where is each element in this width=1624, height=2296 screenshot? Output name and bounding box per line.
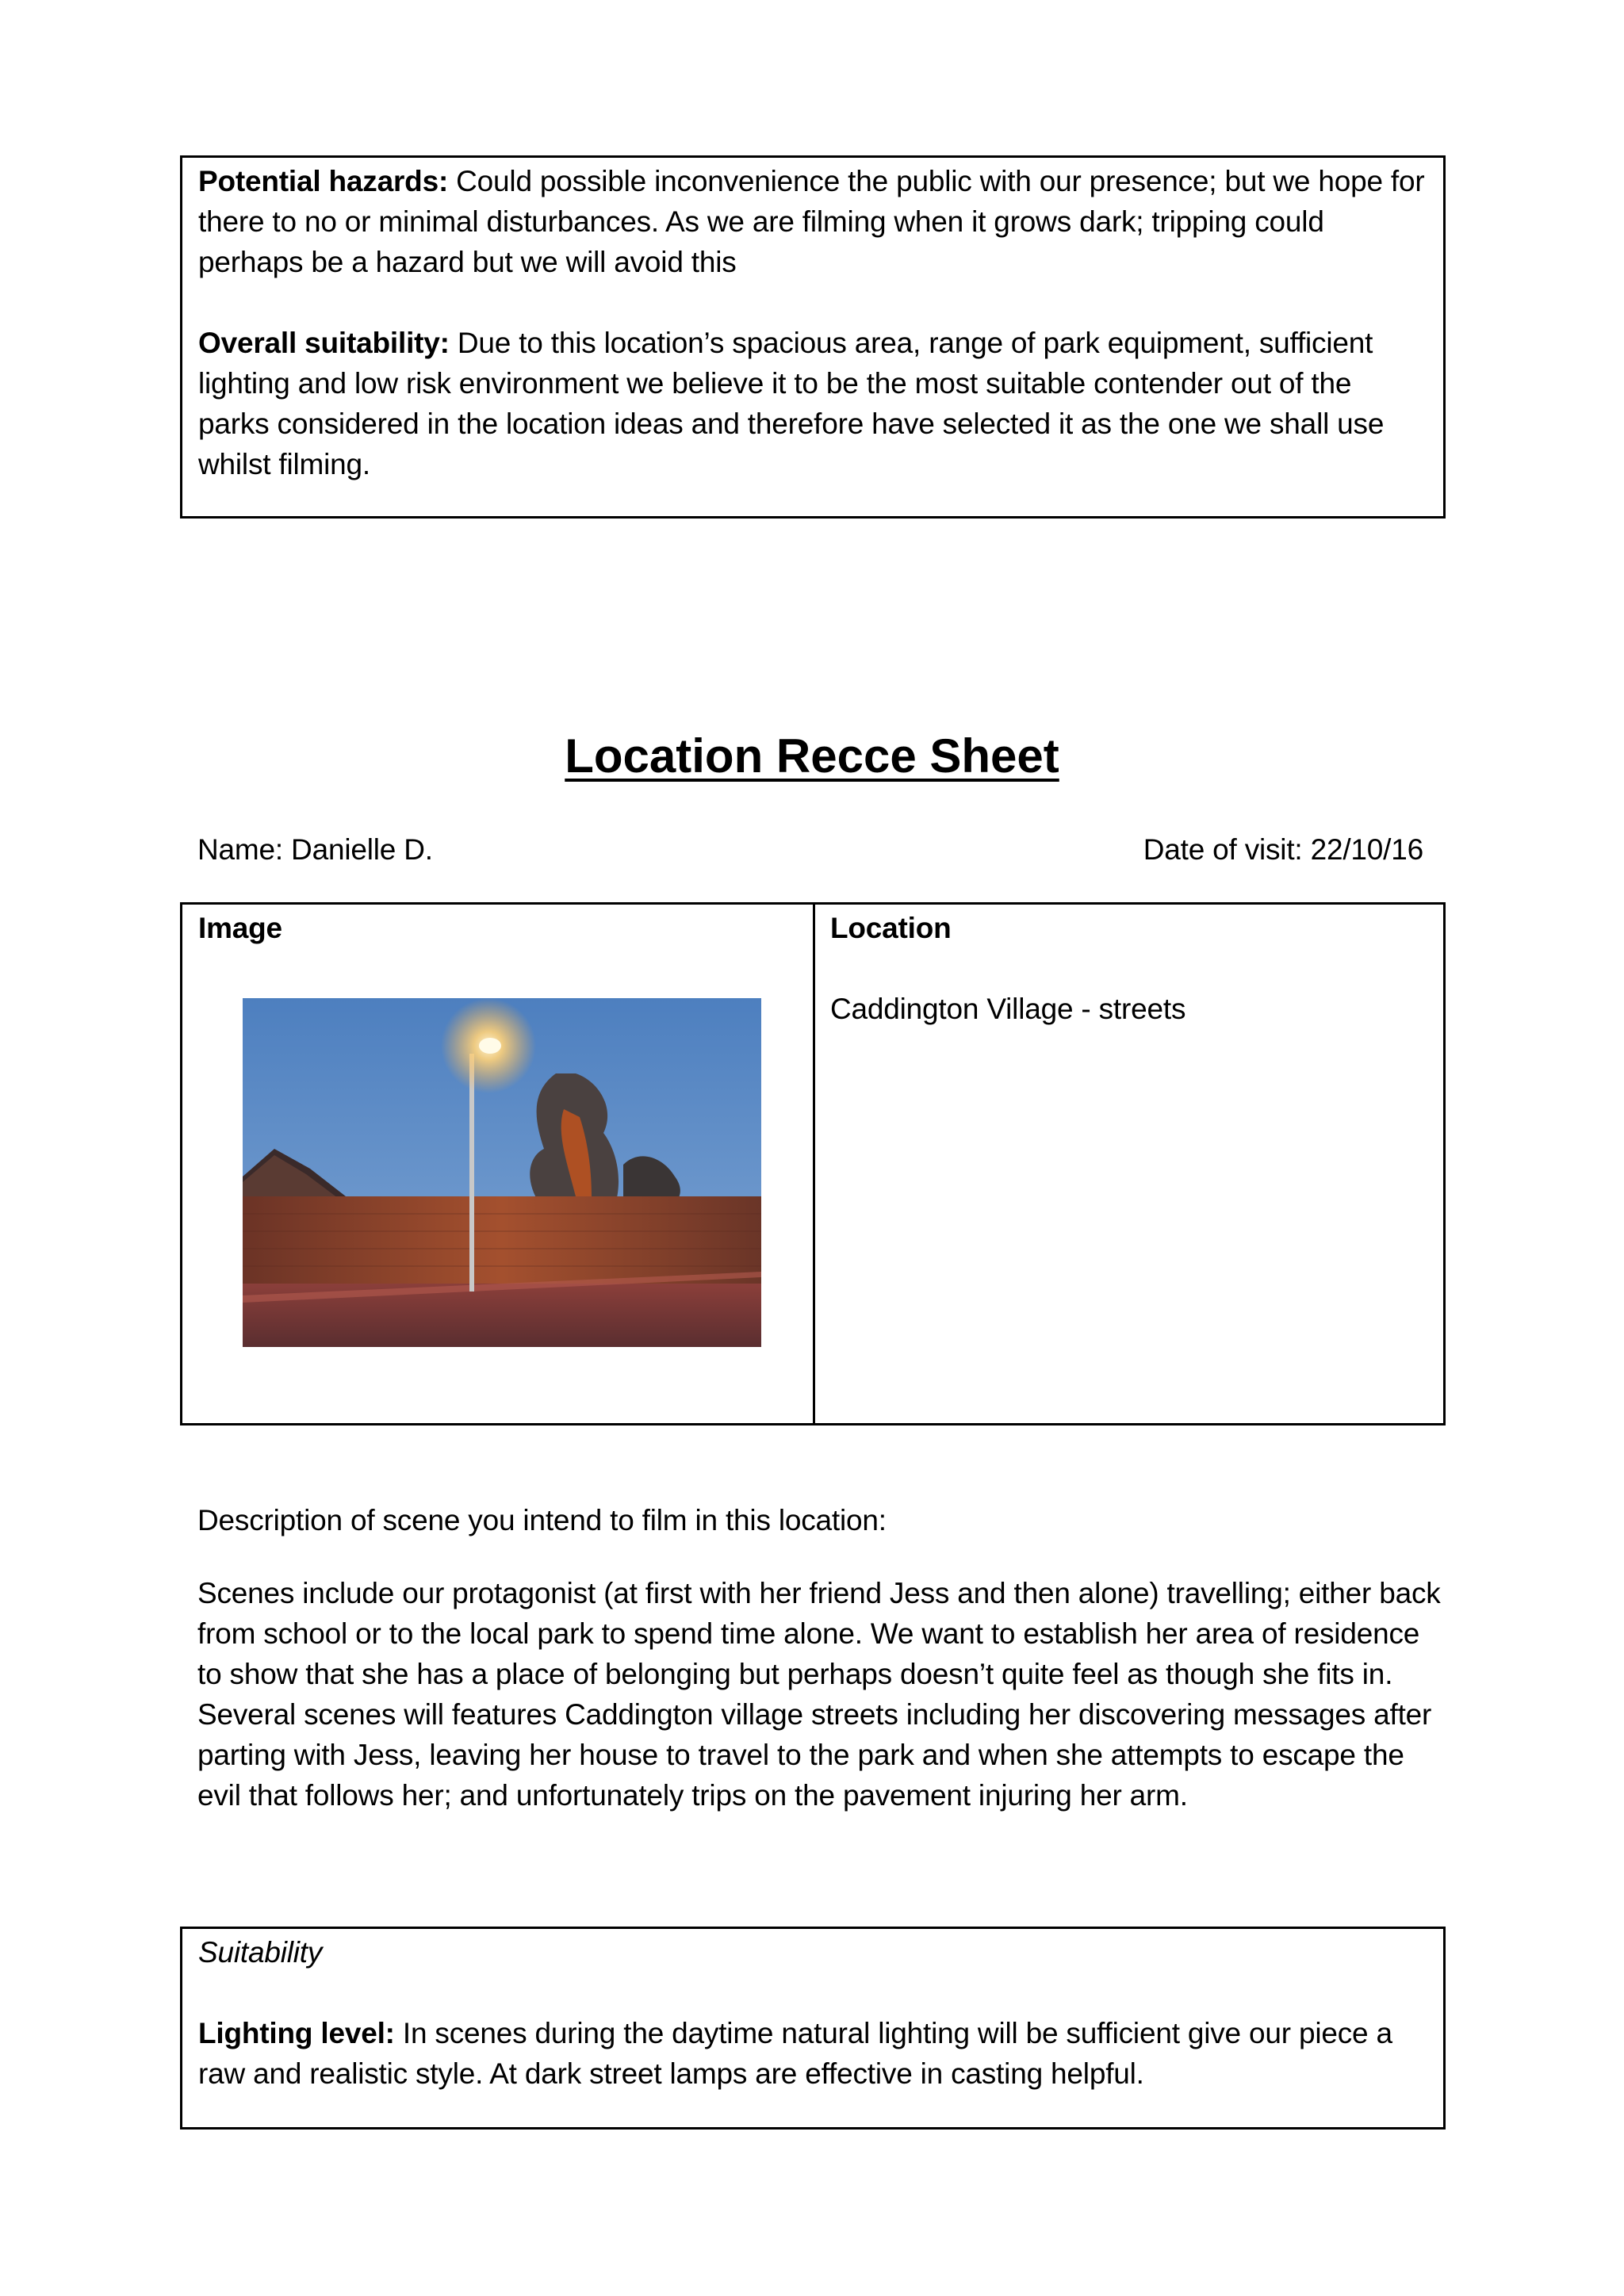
date-of-visit: Date of visit: 22/10/16 [1143,833,1423,866]
location-header: Location [830,912,952,944]
lighting-text: In scenes during the daytime natural lighting will be sufficient give our piece a raw and realistic style. At dark street lamps are effective in casting helpful. [198,2017,1392,2090]
lighting-label: Lighting level: [198,2017,395,2049]
image-header: Image [198,912,282,944]
suitability-title: Suitability [198,1936,323,1969]
overall-suitability-label: Overall suitability: [198,327,450,359]
name-line: Name: Danielle D. [197,833,433,866]
hazards-paragraph [198,161,1427,282]
page-title: Location Recce Sheet [565,729,1059,783]
overall-suitability-paragraph [198,323,1427,484]
hazards-text: Could possible inconvenience the public with our presence; but we hope for there to no or minimal disturbances. As we are filming when it grows dark; tripping could perhaps be a hazard but we will avoid this [198,165,1425,278]
description-body: Scenes include our protagonist (at first with her friend Jess and then alone) travelling; either back from school or to the local park to spend time alone. We want to establish her area of residence to show that she has a place of belonging but perhaps doesn’t quite feel as though she fits in. Several scenes will features Caddington village streets including her discovering messages after parting with Jess, leaving her house to travel to the park and when she attempts to escape the evil that follows her; and unfortunately trips on the pavement injuring her arm. [197,1577,1441,1812]
hazards-label: Potential hazards: [198,165,449,197]
location-value: Caddington Village - streets [830,993,1186,1025]
hazards-suitability-box [180,155,1446,519]
image-location-table [180,902,1446,1425]
street-lamp-photo [243,998,761,1347]
lighting-paragraph [198,2013,1427,2094]
description-label: Description of scene you intend to film in this location: [197,1504,887,1536]
suitability-box [180,1927,1446,2130]
overall-suitability-text: Due to this location’s spacious area, range of park equipment, sufficient lighting and low risk environment we believe it to be the most suitable contender out of the parks considered in the location ideas and therefore have selected it as the one we shall use whilst filming. [198,327,1385,480]
table-divider [813,905,815,1423]
